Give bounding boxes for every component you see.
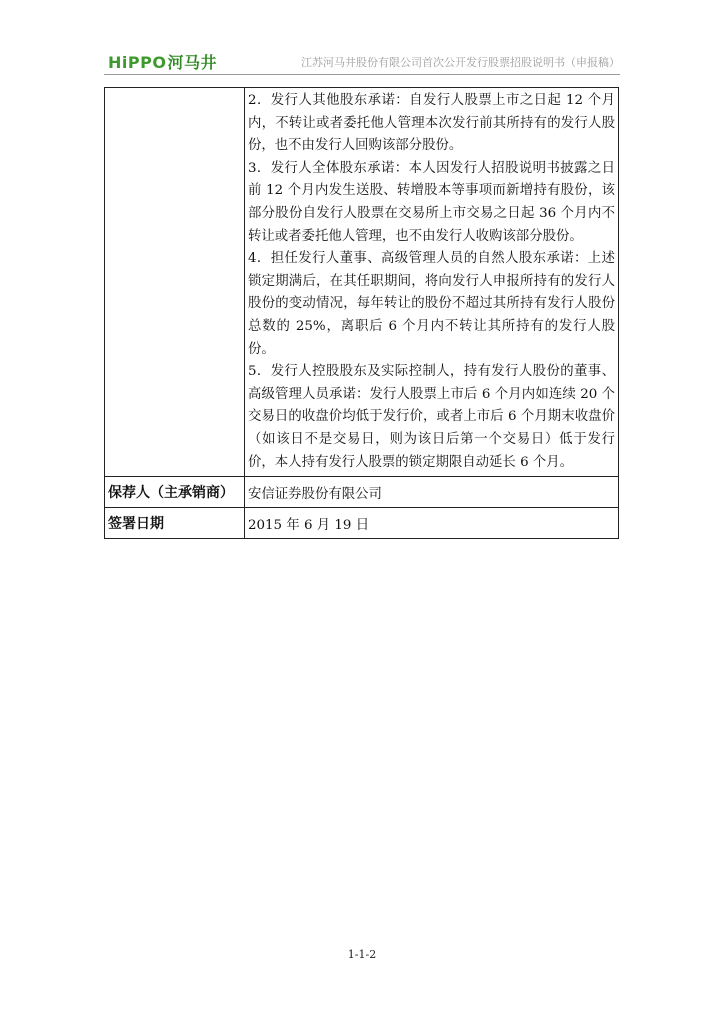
sign-date-value: 2015 年 6 月 19 日 — [245, 508, 619, 539]
prospectus-table — [104, 87, 619, 539]
sign-date-label: 签署日期 — [105, 508, 245, 539]
commitment-item-4: 4．担任发行人董事、高级管理人员的自然人股东承诺：上述锁定期满后，在其任职期间，将向发行人申报所持有的发行人股份的变动情况，每年转让的股份不超过其所持有发行人股份总数的 25%，离职后 6 个月内不转让其所持有的发行人股份。 — [248, 251, 615, 357]
header-divider — [104, 74, 620, 75]
page-number: 1-1-2 — [347, 948, 377, 961]
commitments-cell — [245, 88, 619, 477]
company-logo — [108, 50, 217, 73]
table-row-sign-date — [105, 508, 619, 539]
commitments-label-cell — [105, 88, 245, 477]
commitment-item-5: 5．发行人控股股东及实际控制人，持有发行人股份的董事、高级管理人员承诺：发行人股票上市后 6 个月内如连续 20 个交易日的收盘价均低于发行价，或者上市后 6 个月期末收盘价（如该日不是交易日，则为该日后第一个交易日）低于发行价，本人持有发行人股票的锁定期限自动延长 6 个月。 — [248, 364, 615, 470]
page-header — [104, 44, 620, 72]
logo-chinese-text: 河马井 — [167, 53, 217, 72]
commitment-item-3: 3．发行人全体股东承诺：本人因发行人招股说明书披露之日前 12 个月内发生送股、转增股本等事项而新增持有股份，该部分股份自发行人股票在交易所上市交易之日起 36 个月内不转让或者委托他人管理，也不由发行人收购该部分股份。 — [248, 160, 615, 244]
table-row-commitments — [105, 88, 619, 477]
sponsor-label: 保荐人（主承销商） — [105, 477, 245, 508]
sponsor-value: 安信证券股份有限公司 — [245, 477, 619, 508]
logo-latin-text: HiPPO — [108, 53, 167, 72]
table-row-sponsor — [105, 477, 619, 508]
document-title: 江苏河马井股份有限公司首次公开发行股票招股说明书（申报稿） — [301, 56, 620, 69]
commitment-item-2: 2．发行人其他股东承诺：自发行人股票上市之日起 12 个月内，不转让或者委托他人管理本次发行前其所持有的发行人股份，也不由发行人回购该部分股份。 — [248, 93, 615, 154]
